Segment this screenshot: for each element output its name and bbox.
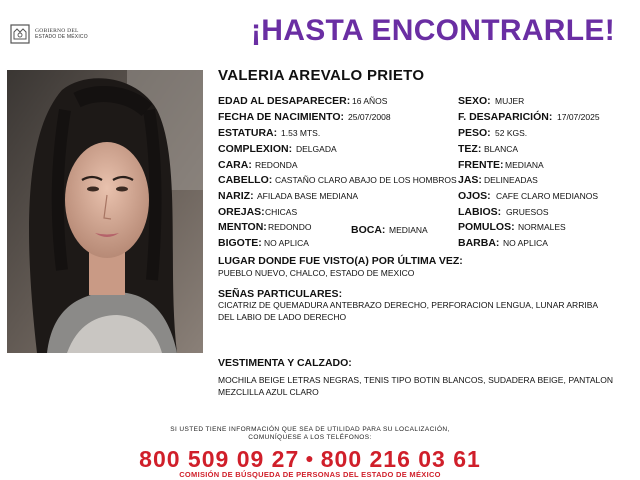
beard-value: NO APLICA <box>503 238 548 248</box>
lips-value: GRUESOS <box>506 207 549 217</box>
chin-label: MENTON: <box>218 221 267 233</box>
hair-label: CABELLO: <box>218 174 273 186</box>
eyebrows-label: JAS: <box>458 174 482 186</box>
phone-number-2[interactable]: 800 216 03 61 <box>320 446 481 472</box>
last-seen-label: LUGAR DONDE FUE VISTO(A) POR ÚLTIMA VEZ: <box>218 255 463 267</box>
info-line-2: COMUNÍQUESE A LOS TELÉFONOS: <box>248 434 372 441</box>
forehead-label: FRENTE: <box>458 159 504 171</box>
beard-label: BARBA: <box>458 237 500 249</box>
ears-label: OREJAS: <box>218 206 265 218</box>
age-label: EDAD AL DESAPARECER: <box>218 95 351 107</box>
marks-text: CICATRIZ DE QUEMADURA ANTEBRAZO DERECHO, PERFORACION LENGUA, LUNAR ARRIBA DEL LABIO DE LADO DERECHO <box>218 300 598 322</box>
clothing-text: MOCHILA BEIGE LETRAS NEGRAS, TENIS TIPO BOTIN BLANCOS, SUDADERA BEIGE, PANTALON MEZCLILLA AZUL CLARO <box>218 375 613 397</box>
coat-of-arms-icon <box>8 22 32 46</box>
nose-label: NARIZ: <box>218 190 254 202</box>
info-line-1: SI USTED TIENE INFORMACIÓN QUE SEA DE UTILIDAD PARA SU LOCALIZACIÓN, <box>170 426 450 433</box>
eyes-label: OJOS: <box>458 190 491 202</box>
build-value: DELGADA <box>296 144 337 154</box>
headline: ¡HASTA ENCONTRARLE! <box>251 14 616 47</box>
commission-name: COMISIÓN DE BÚSQUEDA DE PERSONAS DEL ESTADO DE MÉXICO <box>179 470 441 479</box>
logo-line-1: GOBIERNO DEL <box>35 28 79 34</box>
ears-value: CHICAS <box>265 207 298 217</box>
clothing-label: VESTIMENTA Y CALZADO: <box>218 357 352 369</box>
age-value: 16 AÑOS <box>352 96 388 106</box>
state-government-logo <box>8 22 118 46</box>
phone-number-1[interactable]: 800 509 09 27 <box>139 446 300 472</box>
birthdate-label: FECHA DE NACIMIENTO: <box>218 111 344 123</box>
mouth-value: MEDIANA <box>389 225 428 235</box>
forehead-value: MEDIANA <box>505 160 544 170</box>
complexion-tone-label: TEZ: <box>458 143 482 155</box>
weight-label: PESO: <box>458 127 491 139</box>
last-seen-value: PUEBLO NUEVO, CHALCO, ESTADO DE MEXICO <box>218 268 415 278</box>
mustache-label: BIGOTE: <box>218 237 262 249</box>
phone-numbers <box>0 446 620 473</box>
build-label: COMPLEXION: <box>218 143 293 155</box>
portrait-image <box>7 70 203 353</box>
mouth-label: BOCA: <box>351 224 386 236</box>
separator-dot-icon: ● <box>305 450 315 466</box>
eyes-value: CAFE CLARO MEDIANOS <box>496 191 599 201</box>
cheekbones-label: POMULOS: <box>458 221 515 233</box>
weight-value: 52 KGS. <box>495 128 528 138</box>
disappearance-date-label: F. DESAPARICIÓN: <box>458 111 553 123</box>
nose-value: AFILADA BASE MEDIANA <box>257 191 359 201</box>
birthdate-value: 25/07/2008 <box>348 112 391 122</box>
sex-label: SEXO: <box>458 95 491 107</box>
cheekbones-value: NORMALES <box>518 222 566 232</box>
height-label: ESTATURA: <box>218 127 278 139</box>
sex-value: MUJER <box>495 96 525 106</box>
logo-line-2: ESTADO DE MÉXICO <box>35 34 88 40</box>
face-label: CARA: <box>218 159 252 171</box>
disappearance-date-value: 17/07/2025 <box>557 112 600 122</box>
missing-person-photo <box>7 70 203 353</box>
lips-label: LABIOS: <box>458 206 502 218</box>
mustache-value: NO APLICA <box>264 238 309 248</box>
chin-value: REDONDO <box>268 222 312 232</box>
face-value: REDONDA <box>255 160 298 170</box>
height-value: 1.53 MTS. <box>281 128 321 138</box>
marks-label: SEÑAS PARTICULARES: <box>218 288 343 300</box>
person-name: VALERIA AREVALO PRIETO <box>218 67 425 84</box>
hair-value: CASTAÑO CLARO ABAJO DE LOS HOMBROS <box>275 175 457 185</box>
eyebrows-value: DELINEADAS <box>484 175 538 185</box>
complexion-tone-value: BLANCA <box>484 144 519 154</box>
